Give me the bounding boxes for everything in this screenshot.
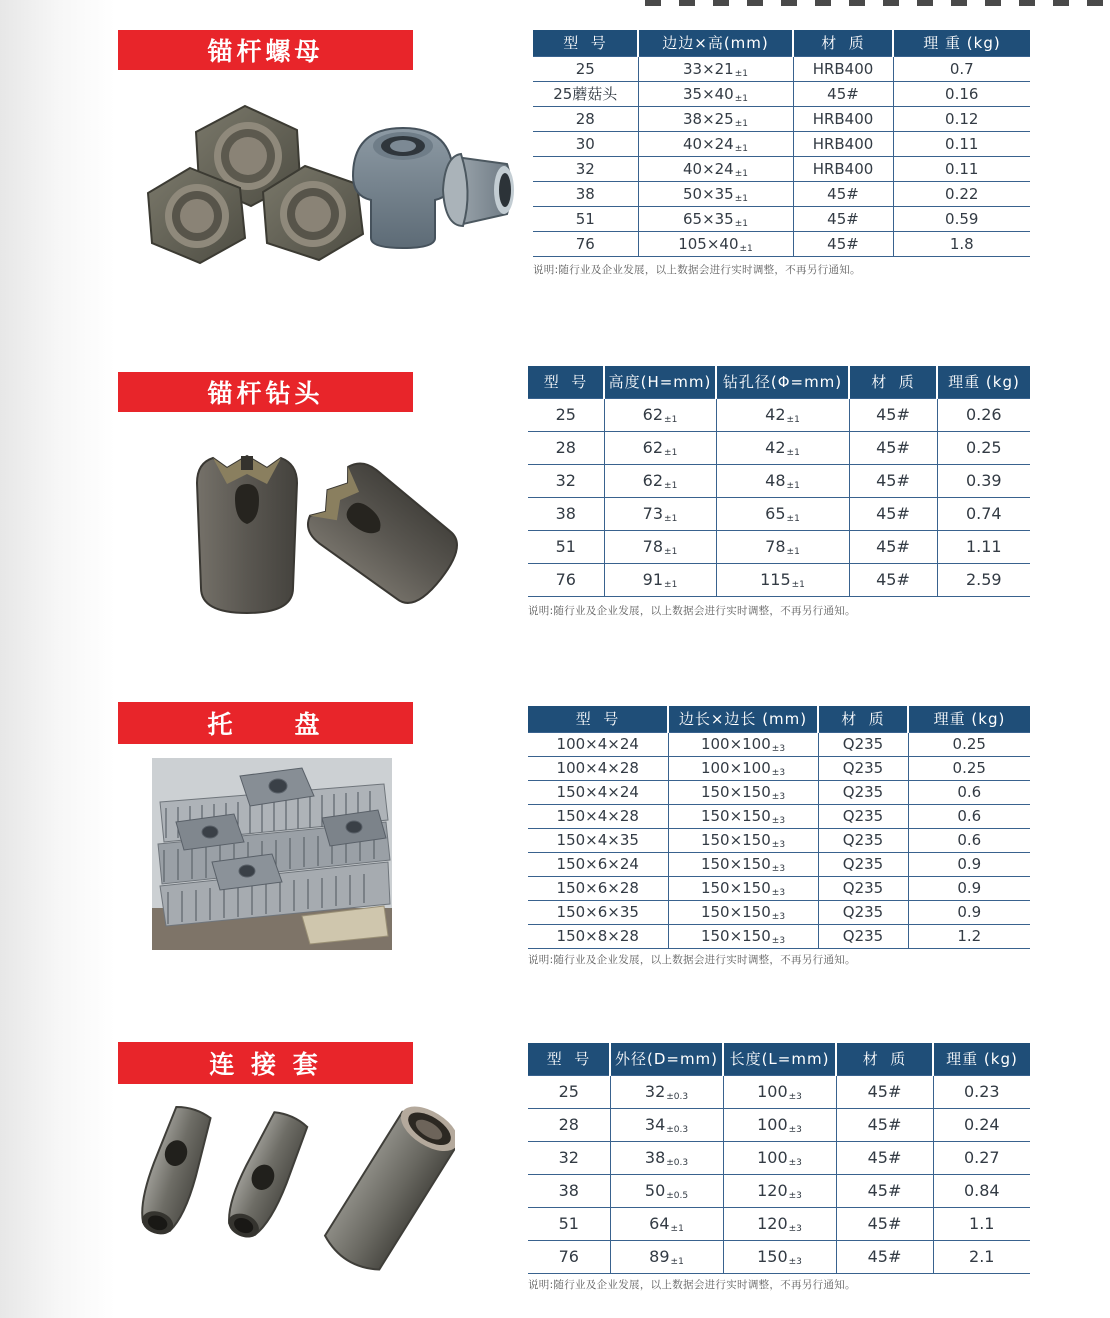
table-cell: 0.6 — [908, 780, 1030, 804]
table-cell: 2.1 — [933, 1240, 1030, 1273]
table-row — [528, 852, 1030, 876]
table-cell: 1.11 — [937, 530, 1030, 563]
table-cell: 45# — [793, 181, 893, 206]
table-cell: HRB400 — [793, 56, 893, 81]
tolerance-subscript: ±1 — [664, 481, 678, 491]
table-cell: 32 — [533, 156, 638, 181]
column-header: 材 质 — [793, 30, 893, 56]
table-cell: 100×4×24 — [528, 732, 668, 756]
table-cell: 2.59 — [937, 563, 1030, 596]
table-cell: 25 — [533, 56, 638, 81]
table-cell: 40×24±1 — [638, 131, 793, 156]
table-cell: Q235 — [818, 828, 908, 852]
table-cell: Q235 — [818, 900, 908, 924]
tolerance-subscript: ±1 — [739, 243, 753, 254]
table-cell: 73±1 — [604, 497, 716, 530]
table-cell: 64±1 — [610, 1207, 723, 1240]
table-cell: 35×40±1 — [638, 81, 793, 106]
table-cell: 76 — [528, 1240, 610, 1273]
table-cell: 45# — [849, 398, 937, 431]
clipped-header-text — [645, 0, 1105, 6]
table-cell: 0.9 — [908, 900, 1030, 924]
drill-bit-photo — [135, 428, 475, 628]
drill-bit-upright — [197, 456, 297, 613]
table-cell: 76 — [533, 231, 638, 256]
table-cell: 78±1 — [716, 530, 849, 563]
table-cell: 0.6 — [908, 804, 1030, 828]
table-cell: 0.25 — [937, 431, 1030, 464]
table-cell: 62±1 — [604, 398, 716, 431]
table-cell: 0.12 — [893, 106, 1030, 131]
table-cell: 42±1 — [716, 431, 849, 464]
tolerance-subscript: ±1 — [791, 580, 805, 590]
table-cell: 150×8×28 — [528, 924, 668, 948]
table-cell: 120±3 — [723, 1207, 836, 1240]
table-cell: 45# — [836, 1174, 933, 1207]
section-title-coupling-sleeve: 连 接 套 — [118, 1042, 413, 1084]
table-cell: 0.26 — [937, 398, 1030, 431]
coupling-sleeve-spec-table — [528, 1043, 1030, 1274]
table-cell: 0.74 — [937, 497, 1030, 530]
table-cell: 65×35±1 — [638, 206, 793, 231]
table-cell: 150×6×24 — [528, 852, 668, 876]
table-row — [528, 924, 1030, 948]
table-cell: Q235 — [818, 876, 908, 900]
table-row — [528, 464, 1030, 497]
table-cell: 0.84 — [933, 1174, 1030, 1207]
header-row — [528, 366, 1030, 398]
table-cell: 0.22 — [893, 181, 1030, 206]
table-cell: 38±0.3 — [610, 1141, 723, 1174]
table-row — [533, 231, 1030, 256]
table-cell: 25 — [528, 1075, 610, 1108]
column-header: 边长×边长 (mm) — [668, 706, 818, 732]
column-header: 长度(L=mm) — [723, 1043, 836, 1075]
tolerance-subscript: ±3 — [771, 768, 786, 778]
tolerance-subscript: ±1 — [786, 448, 800, 458]
tolerance-subscript: ±0.3 — [666, 1092, 689, 1102]
table-cell: 150×150±3 — [668, 900, 818, 924]
table-row — [533, 131, 1030, 156]
tolerance-subscript: ±3 — [771, 792, 786, 802]
tolerance-subscript: ±1 — [664, 580, 678, 590]
table-cell: 51 — [533, 206, 638, 231]
table-cell: 105×40±1 — [638, 231, 793, 256]
tolerance-subscript: ±1 — [786, 514, 800, 524]
tolerance-subscript: ±0.5 — [666, 1191, 689, 1201]
anchor-nut-photo — [95, 98, 515, 288]
tolerance-subscript: ±3 — [771, 864, 786, 874]
tolerance-subscript: ±3 — [788, 1224, 802, 1234]
tolerance-subscript: ±3 — [771, 936, 786, 946]
table-cell: 1.8 — [893, 231, 1030, 256]
table-cell: 1.1 — [933, 1207, 1030, 1240]
table-row — [528, 1240, 1030, 1273]
table-cell: 150×6×28 — [528, 876, 668, 900]
table-cell: 150×150±3 — [668, 804, 818, 828]
column-header: 高度(H=mm) — [604, 366, 716, 398]
header-row — [528, 706, 1030, 732]
tolerance-subscript: ±1 — [734, 143, 749, 154]
table-cell: 115±1 — [716, 563, 849, 596]
table-cell: 0.25 — [908, 756, 1030, 780]
table-row — [528, 398, 1030, 431]
tolerance-subscript: ±3 — [788, 1125, 802, 1135]
table-cell: 0.23 — [933, 1075, 1030, 1108]
table-cell: 45# — [836, 1207, 933, 1240]
table-note: 说明:随行业及企业发展，以上数据会进行实时调整，不再另行通知。 — [528, 605, 856, 617]
table-cell: 51 — [528, 530, 604, 563]
table-cell: 150×150±3 — [668, 924, 818, 948]
table-cell: 150×6×35 — [528, 900, 668, 924]
table-cell: 150×150±3 — [668, 828, 818, 852]
table-cell: 91±1 — [604, 563, 716, 596]
table-cell: 0.9 — [908, 876, 1030, 900]
table-cell: 40×24±1 — [638, 156, 793, 181]
table-row — [533, 81, 1030, 106]
column-header: 材 质 — [849, 366, 937, 398]
header-row — [528, 1043, 1030, 1075]
table-row — [528, 900, 1030, 924]
table-cell: Q235 — [818, 732, 908, 756]
drill-bit-spec-table — [528, 366, 1030, 597]
table-cell: 100±3 — [723, 1108, 836, 1141]
sleeve-large — [320, 1097, 455, 1277]
anchor-nut-spec-table — [533, 30, 1030, 257]
tolerance-subscript: ±1 — [786, 415, 800, 425]
plate-stack-photo — [152, 758, 392, 950]
column-header: 理 重 (kg) — [893, 30, 1030, 56]
tolerance-subscript: ±3 — [788, 1092, 802, 1102]
column-header: 外径(D=mm) — [610, 1043, 723, 1075]
table-cell: 45# — [836, 1141, 933, 1174]
table-row — [528, 530, 1030, 563]
table-row — [528, 828, 1030, 852]
table-cell: 34±0.3 — [610, 1108, 723, 1141]
table-cell: Q235 — [818, 924, 908, 948]
table-cell: HRB400 — [793, 106, 893, 131]
table-row — [528, 756, 1030, 780]
table-cell: 33×21±1 — [638, 56, 793, 81]
table-cell: 0.16 — [893, 81, 1030, 106]
tolerance-subscript: ±1 — [786, 481, 800, 491]
table-cell: Q235 — [818, 852, 908, 876]
column-header: 型 号 — [528, 366, 604, 398]
sleeve-small-1 — [133, 1103, 216, 1240]
table-cell: 32 — [528, 1141, 610, 1174]
tolerance-subscript: ±1 — [664, 448, 678, 458]
table-row — [528, 732, 1030, 756]
table-row — [533, 56, 1030, 81]
table-cell: 0.25 — [908, 732, 1030, 756]
table-cell: 50±0.5 — [610, 1174, 723, 1207]
table-cell: 30 — [533, 131, 638, 156]
tolerance-subscript: ±3 — [771, 816, 786, 826]
table-cell: Q235 — [818, 804, 908, 828]
column-header: 型 号 — [533, 30, 638, 56]
table-row — [528, 1108, 1030, 1141]
tolerance-subscript: ±3 — [788, 1257, 802, 1267]
table-cell: 100×4×28 — [528, 756, 668, 780]
table-cell: 38×25±1 — [638, 106, 793, 131]
header-row — [533, 30, 1030, 56]
table-cell: 62±1 — [604, 431, 716, 464]
tolerance-subscript: ±0.3 — [666, 1158, 689, 1168]
table-cell: 45# — [836, 1240, 933, 1273]
table-note: 说明:随行业及企业发展，以上数据会进行实时调整，不再另行通知。 — [533, 264, 861, 276]
table-row — [528, 1207, 1030, 1240]
table-row — [528, 804, 1030, 828]
tolerance-subscript: ±3 — [771, 888, 786, 898]
table-cell: 45# — [793, 231, 893, 256]
column-header: 理重 (kg) — [908, 706, 1030, 732]
table-row — [533, 206, 1030, 231]
tolerance-subscript: ±3 — [788, 1158, 802, 1168]
table-cell: 0.6 — [908, 828, 1030, 852]
column-header: 边边×高(mm) — [638, 30, 793, 56]
table-cell: 0.9 — [908, 852, 1030, 876]
sleeve-small-2 — [219, 1108, 313, 1245]
table-cell: 50×35±1 — [638, 181, 793, 206]
table-cell: 150×150±3 — [668, 876, 818, 900]
table-cell: 28 — [528, 431, 604, 464]
table-cell: 150×4×28 — [528, 804, 668, 828]
table-cell: Q235 — [818, 756, 908, 780]
tolerance-subscript: ±3 — [771, 744, 786, 754]
table-row — [528, 780, 1030, 804]
table-cell: 0.27 — [933, 1141, 1030, 1174]
table-row — [528, 1174, 1030, 1207]
table-cell: 0.39 — [937, 464, 1030, 497]
tolerance-subscript: ±3 — [771, 840, 786, 850]
section-title-plate: 托 盘 — [118, 702, 413, 744]
table-cell: 100±3 — [723, 1075, 836, 1108]
tolerance-subscript: ±3 — [771, 912, 786, 922]
tolerance-subscript: ±1 — [670, 1257, 684, 1267]
tolerance-subscript: ±0.3 — [666, 1125, 689, 1135]
table-cell: 45# — [836, 1075, 933, 1108]
table-cell: 28 — [528, 1108, 610, 1141]
section-title-drill-bit: 锚杆钻头 — [118, 372, 413, 412]
tolerance-subscript: ±1 — [734, 218, 749, 229]
section-title-anchor-nut: 锚杆螺母 — [118, 30, 413, 70]
table-cell: 45# — [849, 530, 937, 563]
table-cell: 100×100±3 — [668, 732, 818, 756]
table-cell: 150×150±3 — [668, 780, 818, 804]
table-cell: Q235 — [818, 780, 908, 804]
drill-bit-tilted — [299, 454, 470, 616]
tolerance-subscript: ±1 — [664, 547, 678, 557]
table-cell: 38 — [533, 181, 638, 206]
table-row — [533, 106, 1030, 131]
table-cell: 0.24 — [933, 1108, 1030, 1141]
table-cell: 76 — [528, 563, 604, 596]
table-cell: 78±1 — [604, 530, 716, 563]
table-row — [528, 876, 1030, 900]
table-cell: 100±3 — [723, 1141, 836, 1174]
column-header: 型 号 — [528, 706, 668, 732]
table-cell: 45# — [849, 497, 937, 530]
table-cell: 0.11 — [893, 156, 1030, 181]
table-cell: 51 — [528, 1207, 610, 1240]
table-cell: 150×4×35 — [528, 828, 668, 852]
tolerance-subscript: ±1 — [734, 193, 749, 204]
table-cell: 1.2 — [908, 924, 1030, 948]
table-row — [533, 181, 1030, 206]
table-cell: HRB400 — [793, 131, 893, 156]
table-cell: 48±1 — [716, 464, 849, 497]
table-cell: 45# — [849, 431, 937, 464]
table-row — [528, 431, 1030, 464]
table-cell: 42±1 — [716, 398, 849, 431]
table-cell: 89±1 — [610, 1240, 723, 1273]
table-row — [528, 497, 1030, 530]
column-header: 材 质 — [818, 706, 908, 732]
tolerance-subscript: ±1 — [664, 415, 678, 425]
table-cell: HRB400 — [793, 156, 893, 181]
table-row — [528, 1141, 1030, 1174]
coupling-sleeve-photo — [95, 1090, 455, 1298]
column-header: 钻孔径(Φ=mm) — [716, 366, 849, 398]
table-cell: 32±0.3 — [610, 1075, 723, 1108]
table-note: 说明:随行业及企业发展，以上数据会进行实时调整，不再另行通知。 — [528, 954, 856, 966]
plate-spec-table — [528, 706, 1030, 949]
table-cell: 25 — [528, 398, 604, 431]
table-cell: 0.7 — [893, 56, 1030, 81]
column-header: 材 质 — [836, 1043, 933, 1075]
column-header: 理重 (kg) — [933, 1043, 1030, 1075]
tolerance-subscript: ±1 — [664, 514, 678, 524]
column-header: 型 号 — [528, 1043, 610, 1075]
tolerance-subscript: ±1 — [734, 68, 749, 79]
tolerance-subscript: ±1 — [734, 118, 749, 129]
table-cell: 45# — [793, 81, 893, 106]
dome-nut — [353, 128, 453, 248]
table-cell: 45# — [793, 206, 893, 231]
table-cell: 25蘑菇头 — [533, 81, 638, 106]
tolerance-subscript: ±3 — [788, 1191, 802, 1201]
table-cell: 120±3 — [723, 1174, 836, 1207]
table-cell: 0.59 — [893, 206, 1030, 231]
table-note: 说明:随行业及企业发展，以上数据会进行实时调整，不再另行通知。 — [528, 1279, 856, 1291]
table-cell: 28 — [533, 106, 638, 131]
table-cell: 65±1 — [716, 497, 849, 530]
table-cell: 38 — [528, 1174, 610, 1207]
tolerance-subscript: ±1 — [670, 1224, 684, 1234]
table-cell: 45# — [849, 563, 937, 596]
table-cell: 62±1 — [604, 464, 716, 497]
table-cell: 0.11 — [893, 131, 1030, 156]
tolerance-subscript: ±1 — [786, 547, 800, 557]
table-cell: 150±3 — [723, 1240, 836, 1273]
tolerance-subscript: ±1 — [734, 93, 749, 104]
table-row — [533, 156, 1030, 181]
table-cell: 150×150±3 — [668, 852, 818, 876]
table-cell: 32 — [528, 464, 604, 497]
table-row — [528, 1075, 1030, 1108]
table-cell: 38 — [528, 497, 604, 530]
table-cell: 150×4×24 — [528, 780, 668, 804]
tolerance-subscript: ±1 — [734, 168, 749, 179]
table-row — [528, 563, 1030, 596]
table-cell: 45# — [849, 464, 937, 497]
column-header: 理重 (kg) — [937, 366, 1030, 398]
table-cell: 100×100±3 — [668, 756, 818, 780]
dome-nut-side — [443, 154, 514, 226]
table-cell: 45# — [836, 1108, 933, 1141]
